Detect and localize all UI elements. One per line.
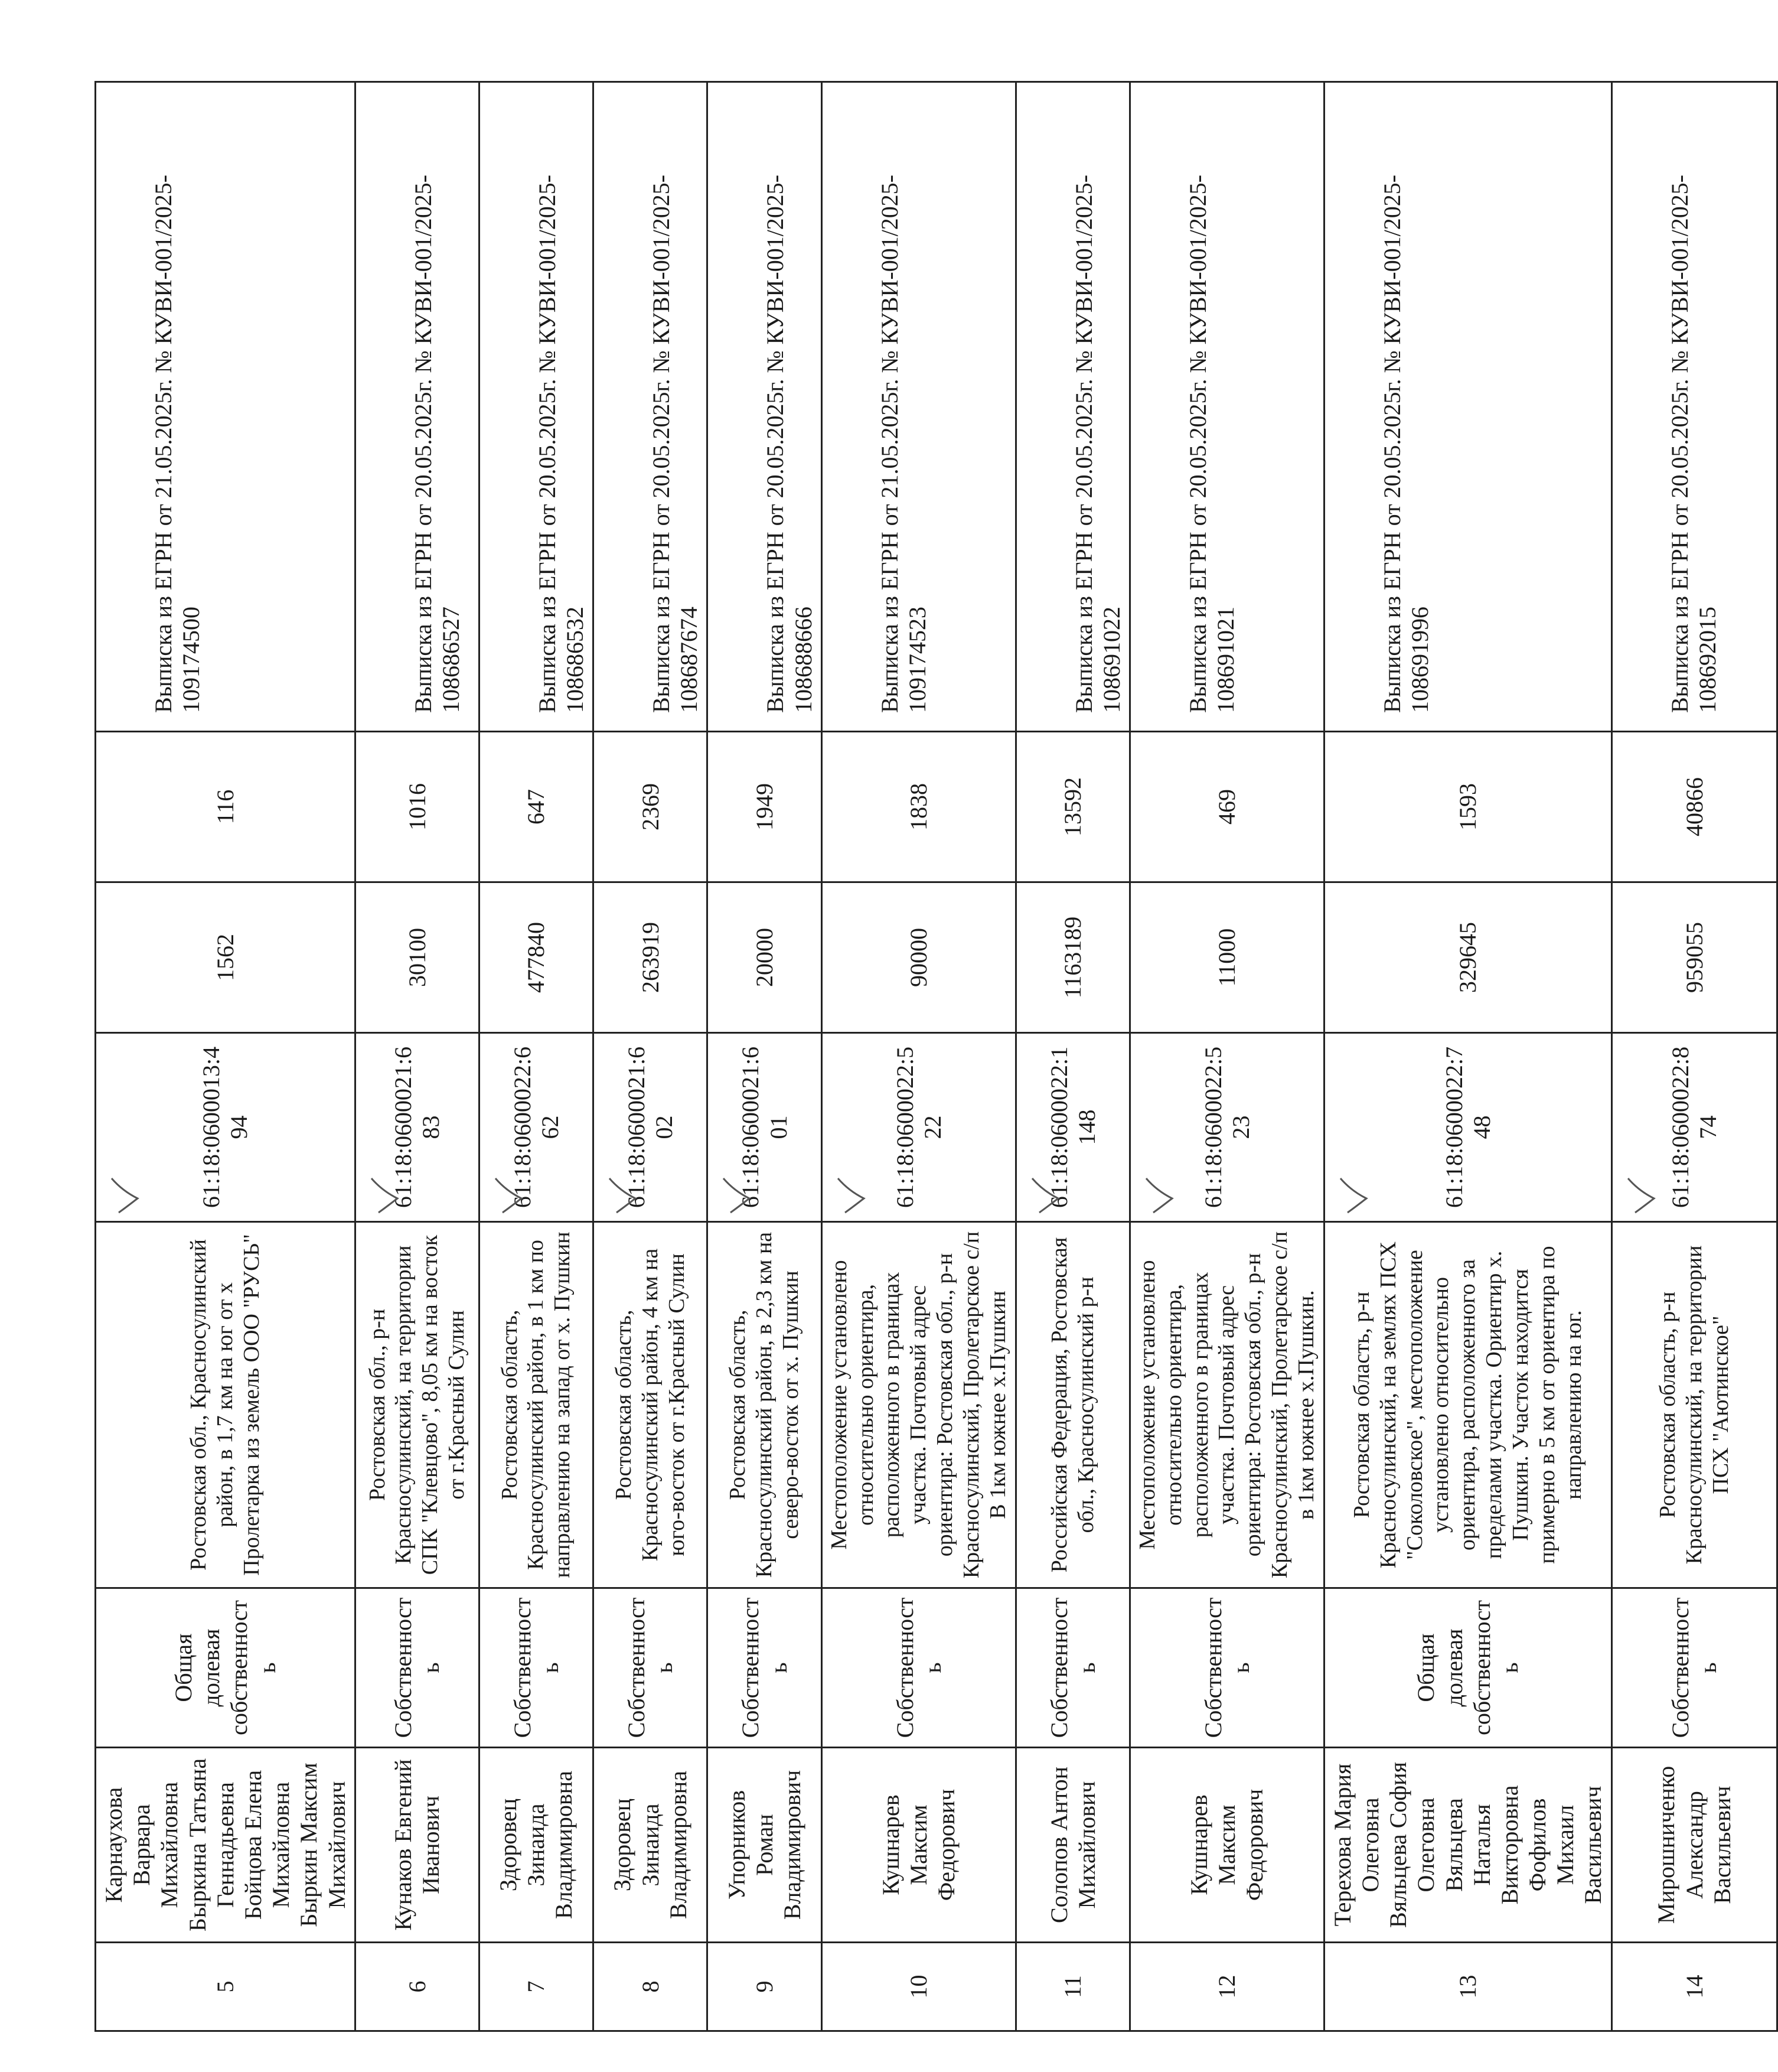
egrn-extract-cell: Выписка из ЕГРН от 20.05.2025г. № КУВИ-001/2025-108686532 <box>479 82 593 732</box>
row-number: 9 <box>707 1943 821 2031</box>
egrn-extract-cell: Выписка из ЕГРН от 20.05.2025г. № КУВИ-001/2025-108688666 <box>707 82 821 732</box>
right-type: Собственность <box>707 1588 821 1748</box>
cadastral-cell <box>821 1033 1016 1222</box>
right-type: Собственность <box>479 1588 593 1748</box>
cadastral-cell <box>355 1033 479 1222</box>
owner-name: Бойцова Елена Михайловна <box>239 1770 295 1920</box>
area-cell: 30100 <box>355 882 479 1033</box>
owner-cell <box>1324 1748 1611 1943</box>
cadastral-cell <box>479 1033 593 1222</box>
owner-name: Терехова Мария Олеговна <box>1329 1763 1384 1927</box>
table-row <box>479 82 593 2031</box>
owner-name: Васильевич <box>1708 1786 1735 1904</box>
right-type: Собственность <box>1611 1588 1777 1748</box>
address-cell: Ростовская область, р-н Красносулинский, на землях ПСХ "Соколовское", местоположение установлено относительно ориентира, расположенного за пределами участка. Ориентир х. Пушкин. Участок находится примерно в 5 км от ориентира по направлению на юг. <box>1324 1222 1611 1588</box>
area-cell: 1163189 <box>1016 882 1130 1033</box>
owner-name: Владимирович <box>779 1770 806 1920</box>
area-cell: 20000 <box>707 882 821 1033</box>
address-cell: Российская Федерация, Ростовская обл., Красносулинский р-н <box>1016 1222 1130 1588</box>
owner-name: Владимировна <box>664 1771 691 1919</box>
address-cell: Ростовская область, Красносулинский район, 4 км на юго-восток от г.Красный Сулин <box>593 1222 707 1588</box>
address-cell: Ростовская область, Красносулинский район, в 2,3 км на северо-восток от х. Пушкин <box>707 1222 821 1588</box>
pen-check-mark-icon <box>1027 1175 1063 1216</box>
area-cell: 959055 <box>1611 882 1777 1033</box>
address-cell: Ростовская обл., Красносулинский район, в 1,7 км на юг от х Пролетарка из земель ООО "РУСЬ" <box>96 1222 355 1588</box>
cadastral-number: 61:18:0600022:662 <box>508 1046 563 1208</box>
address-cell: Местоположение установлено относительно ориентира, расположенного в границах участка. Почтовый адрес ориентира: Ростовская обл., р-н Красносулинский, Пролетарское с/п В 1км южнее х.Пушкин <box>821 1222 1016 1588</box>
pen-check-mark-icon <box>1141 1175 1177 1216</box>
owner-name: Владимировна <box>550 1771 578 1919</box>
table-row <box>1611 82 1777 2031</box>
pen-check-mark-icon <box>1623 1175 1659 1216</box>
table-row <box>593 82 707 2031</box>
right-type: Собственность <box>355 1588 479 1748</box>
cadastral-number: 61:18:0600022:1148 <box>1045 1046 1100 1208</box>
owner-cell <box>479 1748 593 1943</box>
cost-cell: 13592 <box>1016 732 1130 882</box>
land-plots-table <box>94 81 1778 2032</box>
cadastral-cell <box>1611 1033 1777 1222</box>
owner-name: Вяльцева София Олеговна <box>1385 1762 1440 1928</box>
address-cell: Ростовская область, Красносулинский район, в 1 км по направлению на запад от х. Пушкин <box>479 1222 593 1588</box>
cost-cell: 1016 <box>355 732 479 882</box>
row-number: 11 <box>1016 1943 1130 2031</box>
pen-check-mark-icon <box>1336 1175 1371 1216</box>
cost-cell: 1949 <box>707 732 821 882</box>
egrn-extract-cell: Выписка из ЕГРН от 20.05.2025г. № КУВИ-001/2025-108686527 <box>355 82 479 732</box>
cadastral-cell <box>593 1033 707 1222</box>
right-type: Собственность <box>1130 1588 1324 1748</box>
owner-name: Вяльцева Наталья Викторовна <box>1440 1785 1523 1905</box>
row-number: 10 <box>821 1943 1016 2031</box>
owner-cell <box>1611 1748 1777 1943</box>
cadastral-number: 61:18:0600022:522 <box>891 1046 946 1208</box>
owner-cell <box>355 1748 479 1943</box>
row-number: 6 <box>355 1943 479 2031</box>
cadastral-cell <box>96 1033 355 1222</box>
cadastral-number: 61:18:0600021:601 <box>737 1046 792 1208</box>
owner-name: Быркин Максим Михайлович <box>295 1762 350 1927</box>
cost-cell: 2369 <box>593 732 707 882</box>
cost-cell: 1838 <box>821 732 1016 882</box>
pen-check-mark-icon <box>719 1175 754 1216</box>
table-row <box>96 82 355 2031</box>
cadastral-cell <box>1016 1033 1130 1222</box>
right-type: Общая долевая собственность <box>96 1588 355 1748</box>
cost-cell: 1593 <box>1324 732 1611 882</box>
right-type: Собственность <box>821 1588 1016 1748</box>
owner-cell <box>707 1748 821 1943</box>
owner-name: Фофилов Михаил Васильевич <box>1524 1786 1607 1904</box>
cadastral-cell <box>1130 1033 1324 1222</box>
right-type: Собственность <box>1016 1588 1130 1748</box>
owner-name: Кушнарев Максим Федорович <box>877 1788 960 1901</box>
row-number: 12 <box>1130 1943 1324 2031</box>
pen-check-mark-icon <box>605 1175 640 1216</box>
cost-cell: 40866 <box>1611 732 1777 882</box>
area-cell: 329645 <box>1324 882 1611 1033</box>
owner-cell <box>593 1748 707 1943</box>
owner-name: Кунаков Евгений Иванович <box>390 1759 445 1931</box>
owner-name: Здоровец Зинаида <box>495 1798 550 1892</box>
cadastral-number: 61:18:0600021:602 <box>623 1046 678 1208</box>
pen-check-mark-icon <box>107 1175 142 1216</box>
area-cell: 11000 <box>1130 882 1324 1033</box>
pen-check-mark-icon <box>367 1175 402 1216</box>
cadastral-number: 61:18:0600022:874 <box>1666 1046 1722 1208</box>
owner-name: Михайловна <box>156 1781 183 1908</box>
owner-name: Карнаухова Варвара <box>100 1787 155 1903</box>
table-row <box>1130 82 1324 2031</box>
cadastral-number: 61:18:0600022:748 <box>1440 1046 1495 1208</box>
area-cell: 263919 <box>593 882 707 1033</box>
table-row <box>821 82 1016 2031</box>
cadastral-number: 61:18:0600013:494 <box>198 1046 253 1208</box>
owner-name: Здоровец Зинаида <box>609 1798 664 1892</box>
egrn-extract-cell: Выписка из ЕГРН от 20.05.2025г. № КУВИ-001/2025-108687674 <box>593 82 707 732</box>
cadastral-cell <box>1324 1033 1611 1222</box>
right-type: Общая долевая собственность <box>1324 1588 1611 1748</box>
owner-cell <box>821 1748 1016 1943</box>
egrn-extract-cell: Выписка из ЕГРН от 20.05.2025г. № КУВИ-001/2025-108691021 <box>1130 82 1324 732</box>
row-number: 14 <box>1611 1943 1777 2031</box>
cadastral-number: 61:18:0600022:523 <box>1199 1046 1254 1208</box>
owner-name: Быркина Татьяна Геннадьевна <box>184 1758 239 1932</box>
cost-cell: 469 <box>1130 732 1324 882</box>
table-row <box>1324 82 1611 2031</box>
egrn-extract-cell: Выписка из ЕГРН от 20.05.2025г. № КУВИ-001/2025-108691022 <box>1016 82 1130 732</box>
address-cell: Местоположение установлено относительно ориентира, расположенного в границах участка. Почтовый адрес ориентира: Ростовская обл., р-н Красносулинский, Пролетарское с/п в 1км южнее х.Пушкин. <box>1130 1222 1324 1588</box>
owner-name: Кушнарев Максим Федорович <box>1186 1788 1268 1901</box>
egrn-extract-cell: Выписка из ЕГРН от 21.05.2025г. № КУВИ-001/2025-109174500 <box>96 82 355 732</box>
owner-cell <box>1016 1748 1130 1943</box>
egrn-extract-cell: Выписка из ЕГРН от 20.05.2025г. № КУВИ-001/2025-108691996 <box>1324 82 1611 732</box>
owner-name: Мирошниченко Александр <box>1653 1765 1708 1924</box>
cadastral-number: 61:18:0600021:683 <box>390 1046 445 1208</box>
cost-cell: 647 <box>479 732 593 882</box>
row-number: 7 <box>479 1943 593 2031</box>
owner-name: Упорников Роман <box>723 1790 778 1900</box>
row-number: 13 <box>1324 1943 1611 2031</box>
table-row <box>1016 82 1130 2031</box>
row-number: 8 <box>593 1943 707 2031</box>
owner-cell <box>96 1748 355 1943</box>
egrn-extract-cell: Выписка из ЕГРН от 20.05.2025г. № КУВИ-001/2025-108692015 <box>1611 82 1777 732</box>
area-cell: 1562 <box>96 882 355 1033</box>
pen-check-mark-icon <box>491 1175 526 1216</box>
row-number: 5 <box>96 1943 355 2031</box>
table-body <box>96 82 1777 2031</box>
table-row <box>707 82 821 2031</box>
address-cell: Ростовская область, р-н Красносулинский, на территории ПСХ "Аютинское" <box>1611 1222 1777 1588</box>
area-cell: 477840 <box>479 882 593 1033</box>
cadastral-cell <box>707 1033 821 1222</box>
cost-cell: 116 <box>96 732 355 882</box>
table-row <box>355 82 479 2031</box>
egrn-extract-cell: Выписка из ЕГРН от 21.05.2025г. № КУВИ-001/2025-109174523 <box>821 82 1016 732</box>
owner-cell <box>1130 1748 1324 1943</box>
area-cell: 90000 <box>821 882 1016 1033</box>
pen-check-mark-icon <box>833 1175 869 1216</box>
owner-name: Солопов Антон Михайлович <box>1045 1766 1100 1924</box>
address-cell: Ростовская обл., р-н Красносулинский, на территории СПК "Клевцово", 8,05 км на восток от г.Красный Сулин <box>355 1222 479 1588</box>
right-type: Собственность <box>593 1588 707 1748</box>
